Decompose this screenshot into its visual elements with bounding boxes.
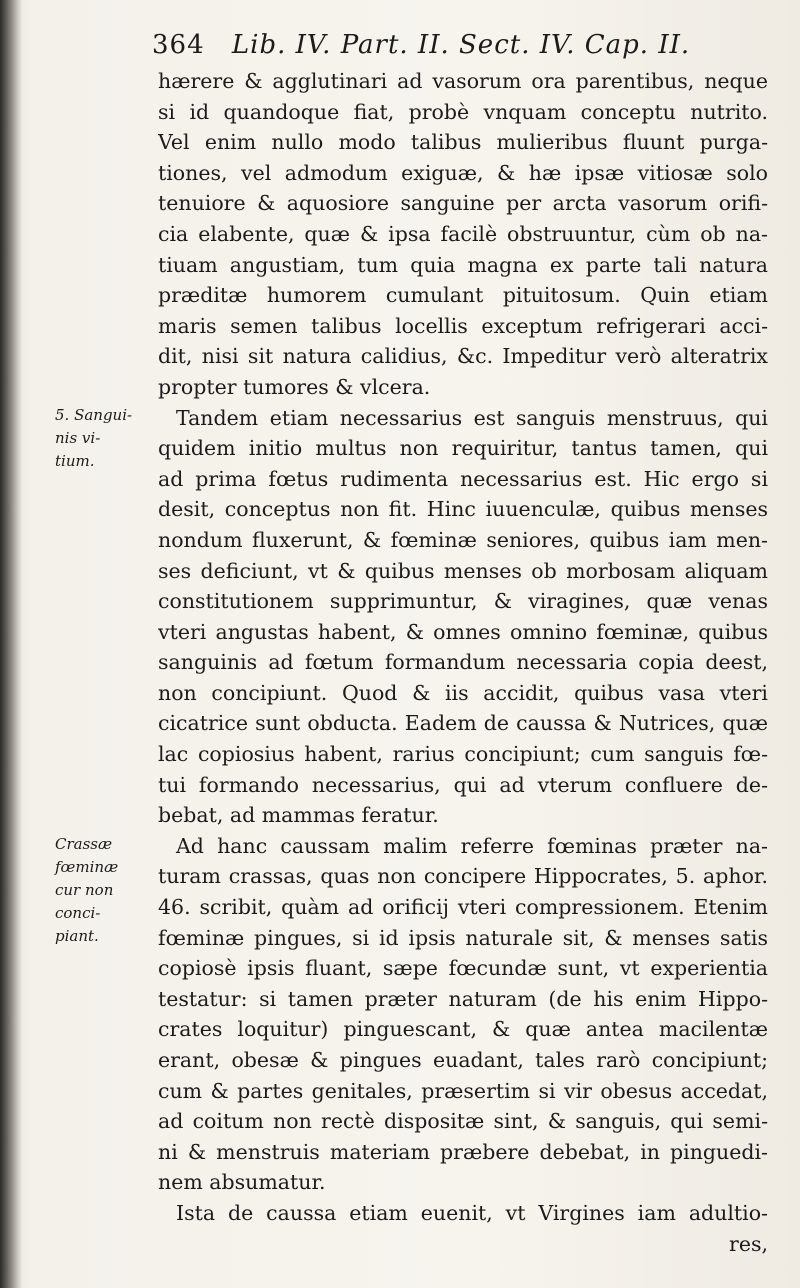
- text-line: ad prima fœtus rudimenta necessarius est. Hic ergo si: [158, 466, 768, 491]
- margin-note-line: piant.: [55, 927, 99, 945]
- text-line: cum & partes genitales, præsertim si vir obesus accedat,: [158, 1078, 768, 1103]
- margin-note-line: Crassæ: [55, 835, 113, 853]
- text-line: ni & menstruis materiam præbere debebat, in pinguedi-: [158, 1139, 768, 1164]
- text-line: bebat, ad mammas feratur.: [158, 803, 439, 828]
- text-line: sanguinis ad fœtum formandum necessaria copia deest,: [158, 650, 768, 675]
- text-line: turam crassas, quas non concipere Hippocrates, 5. aphor.: [158, 864, 768, 889]
- text-line: Ad hanc caussam malim referre fœminas præter na-: [176, 833, 768, 858]
- text-line: cia elabente, quæ & ipsa facilè obstruuntur, cùm ob na-: [158, 221, 768, 246]
- text-line: vteri angustas habent, & omnes omnino fœminæ, quibus: [158, 619, 768, 644]
- text-line: quidem initio multus non requiritur, tantus tamen, qui: [158, 436, 768, 461]
- running-header: [152, 30, 772, 70]
- margin-note-line: cur non: [55, 881, 114, 899]
- book-spine: [0, 0, 22, 1288]
- text-line: copiosè ipsis fluant, sæpe fœcundæ sunt, vt experientia: [158, 956, 768, 981]
- margin-note-crassae: [55, 833, 155, 948]
- text-line: ad coitum non rectè dispositæ sint, & sanguis, qui semi-: [158, 1109, 768, 1134]
- text-line: hærere & agglutinari ad vasorum ora parentibus, neque: [158, 69, 768, 93]
- text-line: testatur: si tamen præter naturam (de his enim Hippo-: [158, 986, 768, 1011]
- text-line: dit, nisi sit natura calidius, &c. Impeditur verò alteratrix: [158, 344, 768, 369]
- text-line: constitutionem supprimuntur, & viragines, quæ venas: [158, 589, 768, 614]
- text-line: maris semen talibus locellis exceptum refrigerari acci-: [158, 313, 768, 338]
- text-line: 46. scribit, quàm ad orificij vteri compressionem. Etenim: [158, 895, 768, 920]
- text-line: res,: [729, 1231, 768, 1256]
- text-line: tiuam angustiam, tum quia magna ex parte tali natura: [158, 252, 768, 277]
- text-line: Tandem etiam necessarius est sanguis menstruus, qui: [176, 405, 768, 430]
- margin-note-line: tium.: [55, 452, 95, 470]
- margin-note-line: conci-: [55, 904, 101, 922]
- text-line: nondum fluxerunt, & fœminæ seniores, quibus iam men-: [158, 527, 768, 552]
- text-line: tenuiore & aquosiore sanguine per arcta vasorum orifi-: [158, 191, 768, 216]
- text-line: tui formando necessarius, qui ad vterum confluere de-: [158, 772, 768, 797]
- text-line: erant, obesæ & pingues euadant, tales rarò concipiunt;: [158, 1048, 768, 1072]
- text-line: lac copiosius habent, rarius concipiunt; cum sanguis fœ-: [158, 742, 768, 767]
- text-line: Ista de caussa etiam euenit, vt Virgines iam adultio-: [176, 1200, 768, 1225]
- margin-note-line: nis vi-: [55, 429, 101, 447]
- text-line: nem absumatur.: [158, 1170, 326, 1195]
- margin-note-line: fœminæ: [55, 858, 119, 876]
- text-line: desit, conceptus non fit. Hinc iuuenculæ, quibus menses: [158, 497, 768, 522]
- text-line: tiones, vel admodum exiguæ, & hæ ipsæ vitiosæ solo: [158, 160, 768, 185]
- text-line: propter tumores & vlcera.: [158, 374, 431, 399]
- text-line: cicatrice sunt obducta. Eadem de caussa & Nutrices, quæ: [158, 711, 768, 736]
- text-line: præditæ humorem cumulant pituitosum. Quin etiam: [158, 283, 768, 308]
- body-text: [158, 66, 768, 1259]
- running-title: Lib. IV. Part. II. Sect. IV. Cap. II.: [231, 30, 691, 60]
- text-line: crates loquitur) pinguescant, & quæ antea macilentæ: [158, 1017, 768, 1042]
- page-number: 364: [152, 30, 205, 60]
- margin-note-sanguinis: [55, 404, 155, 473]
- text-line: si id quandoque fiat, probè vnquam conceptu nutrito.: [158, 99, 768, 124]
- margin-note-line: 5. Sangui-: [55, 406, 133, 424]
- text-line: non concipiunt. Quod & iis accidit, quibus vasa vteri: [158, 680, 768, 705]
- text-line: ses deficiunt, vt & quibus menses ob morbosam aliquam: [158, 558, 768, 583]
- text-line: fœminæ pingues, si id ipsis naturale sit, & menses satis: [158, 925, 768, 950]
- text-line: Vel enim nullo modo talibus mulieribus fluunt purga-: [158, 130, 768, 155]
